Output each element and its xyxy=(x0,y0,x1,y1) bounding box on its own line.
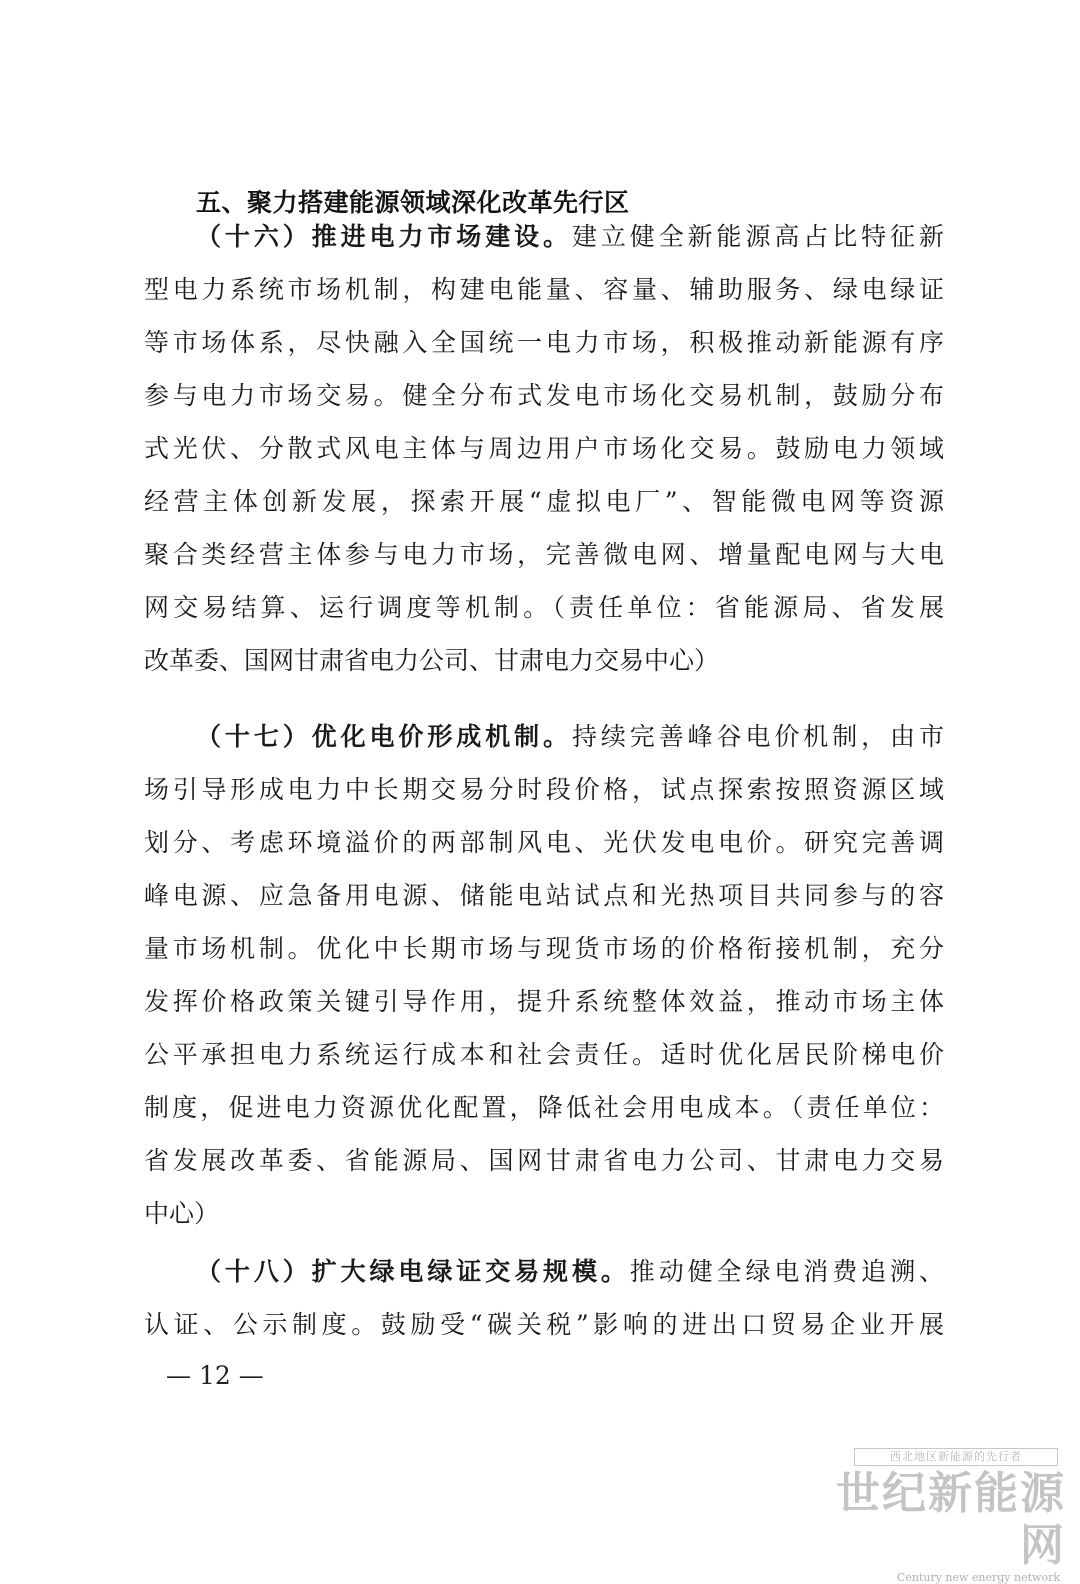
paragraph-line: 网交易结算、运行调度等机制。（责任单位：省能源局、省发展 xyxy=(144,593,944,622)
paragraph-line: 认证、公示制度。鼓励受“碳关税”影响的进出口贸易企业开展 xyxy=(144,1310,944,1339)
paragraph-line: 划分、考虑环境溢价的两部制风电、光伏发电电价。研究完善调 xyxy=(144,828,944,857)
paragraph-line: 改革委、国网甘肃省电力公司、甘肃电力交易中心） xyxy=(144,646,720,675)
paragraph-line: 场引导形成电力中长期交易分时段价格，试点探索按照资源区域 xyxy=(144,775,944,804)
paragraph-line: 公平承担电力系统运行成本和社会责任。适时优化居民阶梯电价 xyxy=(144,1040,944,1069)
paragraph-16 xyxy=(144,210,944,687)
paragraph-line: （十七）优化电价形成机制。持续完善峰谷电价机制，由市 xyxy=(196,722,944,751)
paragraph-line: （十八）扩大绿电绿证交易规模。推动健全绿电消费追溯、 xyxy=(196,1257,944,1286)
paragraph-18 xyxy=(144,1245,944,1351)
watermark-brand: 世纪新能源网 xyxy=(836,1468,1066,1571)
paragraph-line: 经营主体创新发展，探索开展“虚拟电厂”、智能微电网等资源 xyxy=(144,487,944,516)
paragraph-line: 中心） xyxy=(144,1199,220,1228)
section-heading: 五、聚力搭建能源领域深化改革先行区 xyxy=(196,188,630,217)
paragraph-17 xyxy=(144,710,944,1240)
paragraph-line: 型电力系统市场机制，构建电能量、容量、辅助服务、绿电绿证 xyxy=(144,275,944,304)
page-number: — 12 — xyxy=(166,1361,264,1390)
paragraph-line: 发挥价格政策关键引导作用，提升系统整体效益，推动市场主体 xyxy=(144,987,944,1016)
paragraph-line: 聚合类经营主体参与电力市场，完善微电网、增量配电网与大电 xyxy=(144,540,944,569)
watermark-tagline: 西北地区新能源的先行者 xyxy=(854,1448,1058,1466)
paragraph-line: 式光伏、分散式风电主体与周边用户市场化交易。鼓励电力领域 xyxy=(144,434,944,463)
paragraph-line: 省发展改革委、省能源局、国网甘肃省电力公司、甘肃电力交易 xyxy=(144,1146,944,1175)
watermark-logo xyxy=(816,1448,1066,1584)
paragraph-line: 峰电源、应急备用电源、储能电站试点和光热项目共同参与的容 xyxy=(144,881,944,910)
watermark-brand-en: Century new energy network xyxy=(896,1571,1060,1584)
paragraph-line: 量市场机制。优化中长期市场与现货市场的价格衔接机制，充分 xyxy=(144,934,944,963)
paragraph-line: 制度，促进电力资源优化配置，降低社会用电成本。（责任单位： xyxy=(144,1093,944,1122)
paragraph-line: 参与电力市场交易。健全分布式发电市场化交易机制，鼓励分布 xyxy=(144,381,944,410)
paragraph-lead: （十六）推进电力市场建设。 xyxy=(196,222,572,251)
paragraph-line: （十六）推进电力市场建设。建立健全新能源高占比特征新 xyxy=(196,222,944,251)
paragraph-line: 等市场体系，尽快融入全国统一电力市场，积极推动新能源有序 xyxy=(144,328,944,357)
paragraph-lead: （十七）优化电价形成机制。 xyxy=(196,722,572,751)
paragraph-lead: （十八）扩大绿电绿证交易规模。 xyxy=(196,1257,630,1286)
